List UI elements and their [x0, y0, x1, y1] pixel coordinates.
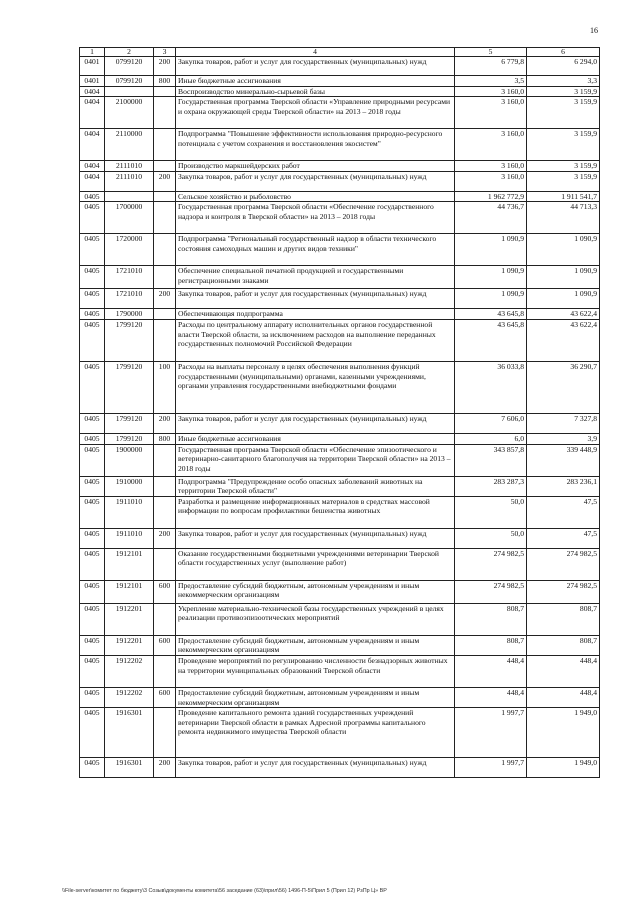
target-code-cell: 1721010	[105, 266, 154, 289]
amount-planned-cell: 274 982,5	[455, 548, 527, 580]
header-cell: 2	[105, 48, 154, 57]
header-cell: 5	[455, 48, 527, 57]
table-row	[80, 708, 600, 758]
expense-type-cell	[154, 86, 176, 97]
target-code-cell: 1799120	[105, 361, 154, 413]
expense-type-cell: 200	[154, 289, 176, 309]
target-code-cell: 1799120	[105, 433, 154, 444]
expense-type-cell	[154, 97, 176, 129]
description-cell: Иные бюджетные ассигнования	[176, 433, 455, 444]
razdel-cell: 0405	[80, 655, 105, 687]
expense-type-cell: 100	[154, 361, 176, 413]
amount-planned-cell: 1 090,9	[455, 266, 527, 289]
target-code-cell: 0799120	[105, 76, 154, 87]
header-cell: 3	[154, 48, 176, 57]
description-cell: Закупка товаров, работ и услуг для государственных (муниципальных) нужд	[176, 57, 455, 76]
amount-actual-cell: 3 159,9	[527, 161, 600, 172]
amount-actual-cell: 47,5	[527, 496, 600, 528]
table-row	[80, 309, 600, 320]
amount-planned-cell: 1 962 772,9	[455, 191, 527, 202]
amount-actual-cell: 274 982,5	[527, 548, 600, 580]
table-row	[80, 57, 600, 76]
razdel-cell: 0405	[80, 758, 105, 778]
description-cell: Проведение мероприятий по регулированию численности безнадзорных животных на территории муниципальных образований Тверской области	[176, 655, 455, 687]
target-code-cell: 1721010	[105, 289, 154, 309]
expense-type-cell: 600	[154, 580, 176, 603]
expense-type-cell	[154, 129, 176, 161]
amount-actual-cell: 1 911 541,7	[527, 191, 600, 202]
expense-type-cell	[154, 548, 176, 580]
description-cell: Подпрограмма "Региональный государственный надзор в области технического состояния самоходных машин и других видов техники"	[176, 234, 455, 266]
target-code-cell: 1799120	[105, 413, 154, 433]
target-code-cell: 1912201	[105, 603, 154, 635]
table-row	[80, 234, 600, 266]
razdel-cell: 0404	[80, 171, 105, 191]
amount-actual-cell: 43 622,4	[527, 319, 600, 361]
razdel-cell: 0405	[80, 319, 105, 361]
table-row	[80, 635, 600, 655]
amount-actual-cell: 3 159,9	[527, 171, 600, 191]
target-code-cell: 1912101	[105, 580, 154, 603]
amount-planned-cell: 43 645,8	[455, 319, 527, 361]
description-cell: Подпрограмма "Предупреждение особо опасных заболеваний животных на территории Тверской области"	[176, 476, 455, 496]
razdel-cell: 0405	[80, 289, 105, 309]
description-cell: Закупка товаров, работ и услуг для государственных (муниципальных) нужд	[176, 528, 455, 548]
amount-actual-cell: 808,7	[527, 603, 600, 635]
amount-actual-cell: 274 982,5	[527, 580, 600, 603]
amount-actual-cell: 808,7	[527, 635, 600, 655]
description-cell: Оказание государственными бюджетными учреждениями ветеринарии Тверской области государственных услуг (выполнение работ)	[176, 548, 455, 580]
target-code-cell: 2111010	[105, 171, 154, 191]
table-row	[80, 171, 600, 191]
razdel-cell: 0405	[80, 444, 105, 476]
razdel-cell: 0405	[80, 476, 105, 496]
amount-planned-cell: 1 997,7	[455, 708, 527, 758]
amount-planned-cell: 448,4	[455, 655, 527, 687]
target-code-cell: 1900000	[105, 444, 154, 476]
amount-planned-cell: 3 160,0	[455, 129, 527, 161]
amount-planned-cell: 44 736,7	[455, 202, 527, 234]
description-cell: Подпрограмма "Повышение эффективности использования природно-ресурсного потенциала с учетом сохранения и восстановления экосистем"	[176, 129, 455, 161]
amount-actual-cell: 448,4	[527, 655, 600, 687]
description-cell: Обеспечение специальной печатной продукцией и государственными регистрационными знаками	[176, 266, 455, 289]
target-code-cell: 1916301	[105, 758, 154, 778]
expense-type-cell	[154, 266, 176, 289]
expense-type-cell	[154, 234, 176, 266]
amount-planned-cell: 50,0	[455, 528, 527, 548]
expense-type-cell	[154, 161, 176, 172]
expense-type-cell	[154, 476, 176, 496]
target-code-cell: 1912101	[105, 548, 154, 580]
razdel-cell: 0405	[80, 309, 105, 320]
amount-actual-cell: 3 159,9	[527, 129, 600, 161]
razdel-cell: 0405	[80, 528, 105, 548]
table-row	[80, 476, 600, 496]
description-cell: Воспроизводство минерально-сырьевой базы	[176, 86, 455, 97]
table-row	[80, 413, 600, 433]
amount-planned-cell: 1 090,9	[455, 234, 527, 266]
description-cell: Укрепление материально-технической базы государственных учреждений в целях реализации противоэпизоотических мероприятий	[176, 603, 455, 635]
table-row	[80, 603, 600, 635]
target-code-cell: 2100000	[105, 97, 154, 129]
razdel-cell: 0405	[80, 687, 105, 707]
description-cell: Закупка товаров, работ и услуг для государственных (муниципальных) нужд	[176, 289, 455, 309]
description-cell: Государственная программа Тверской области «Обеспечение эпизоотического и ветеринарно-санитарного благополучия на территории Тверской области» на 2013 – 2018 годы	[176, 444, 455, 476]
table-row	[80, 528, 600, 548]
amount-actual-cell: 3,9	[527, 433, 600, 444]
table-row	[80, 266, 600, 289]
razdel-cell: 0401	[80, 76, 105, 87]
description-cell: Государственная программа Тверской области «Управление природными ресурсами и охрана окружающей среды Тверской области» на 2013 – 2018 годы	[176, 97, 455, 129]
table-row	[80, 289, 600, 309]
description-cell: Предоставление субсидий бюджетным, автономным учреждениям и иным некоммерческим организациям	[176, 687, 455, 707]
amount-actual-cell: 47,5	[527, 528, 600, 548]
amount-actual-cell: 1 949,0	[527, 758, 600, 778]
target-code-cell: 1912202	[105, 655, 154, 687]
description-cell: Предоставление субсидий бюджетным, автономным учреждениям и иным некоммерческим организациям	[176, 580, 455, 603]
razdel-cell: 0405	[80, 496, 105, 528]
razdel-cell: 0405	[80, 191, 105, 202]
target-code-cell: 1720000	[105, 234, 154, 266]
description-cell: Проведение капитального ремонта зданий государственных учреждений ветеринарии Тверской области в рамках Адресной программы капитального ремонта недвижимого имущества Тверской области	[176, 708, 455, 758]
razdel-cell: 0401	[80, 57, 105, 76]
amount-planned-cell: 3 160,0	[455, 161, 527, 172]
description-cell: Государственная программа Тверской области «Обеспечение государственного надзора и контроля в Тверской области» на 2013 – 2018 годы	[176, 202, 455, 234]
target-code-cell: 1916301	[105, 708, 154, 758]
razdel-cell: 0405	[80, 413, 105, 433]
razdel-cell: 0405	[80, 202, 105, 234]
amount-planned-cell: 3 160,0	[455, 86, 527, 97]
description-cell: Расходы на выплаты персоналу в целях обеспечения выполнения функций государственными (муниципальными) органами, казенными учреждениями, органами управления государственными внебюджетными фондами	[176, 361, 455, 413]
table-row	[80, 548, 600, 580]
expense-type-cell	[154, 444, 176, 476]
description-cell: Предоставление субсидий бюджетным, автономным учреждениям и иным некоммерческим организациям	[176, 635, 455, 655]
amount-planned-cell: 1 090,9	[455, 289, 527, 309]
description-cell: Расходы по центральному аппарату исполнительных органов государственной власти Тверской области, за исключением расходов на выполнение переданных государственных полномочий Российской Федерации	[176, 319, 455, 361]
header-row	[80, 48, 600, 57]
table-row	[80, 76, 600, 87]
amount-planned-cell: 36 033,8	[455, 361, 527, 413]
table-row	[80, 319, 600, 361]
target-code-cell: 1700000	[105, 202, 154, 234]
amount-actual-cell: 3 159,9	[527, 86, 600, 97]
amount-actual-cell: 1 090,9	[527, 266, 600, 289]
amount-actual-cell: 3 159,9	[527, 97, 600, 129]
amount-planned-cell: 6 779,8	[455, 57, 527, 76]
table-row	[80, 496, 600, 528]
amount-planned-cell: 3 160,0	[455, 97, 527, 129]
table-row	[80, 129, 600, 161]
target-code-cell	[105, 191, 154, 202]
table-row	[80, 97, 600, 129]
target-code-cell: 1910000	[105, 476, 154, 496]
razdel-cell: 0405	[80, 708, 105, 758]
razdel-cell: 0404	[80, 161, 105, 172]
razdel-cell: 0405	[80, 433, 105, 444]
budget-table	[79, 47, 600, 778]
table-row	[80, 161, 600, 172]
page-number: 16	[590, 26, 598, 35]
expense-type-cell	[154, 309, 176, 320]
amount-planned-cell: 3 160,0	[455, 171, 527, 191]
razdel-cell: 0405	[80, 361, 105, 413]
expense-type-cell	[154, 655, 176, 687]
expense-type-cell	[154, 191, 176, 202]
expense-type-cell	[154, 319, 176, 361]
amount-planned-cell: 448,4	[455, 687, 527, 707]
amount-actual-cell: 6 294,0	[527, 57, 600, 76]
description-cell: Обеспечивающая подпрограмма	[176, 309, 455, 320]
amount-planned-cell: 7 606,0	[455, 413, 527, 433]
amount-actual-cell: 36 290,7	[527, 361, 600, 413]
razdel-cell: 0405	[80, 635, 105, 655]
razdel-cell: 0405	[80, 580, 105, 603]
expense-type-cell: 800	[154, 76, 176, 87]
amount-planned-cell: 6,0	[455, 433, 527, 444]
expense-type-cell	[154, 496, 176, 528]
amount-planned-cell: 1 997,7	[455, 758, 527, 778]
expense-type-cell	[154, 603, 176, 635]
table-row	[80, 444, 600, 476]
expense-type-cell: 800	[154, 433, 176, 444]
expense-type-cell: 200	[154, 171, 176, 191]
description-cell: Иные бюджетные ассигнования	[176, 76, 455, 87]
description-cell: Закупка товаров, работ и услуг для государственных (муниципальных) нужд	[176, 171, 455, 191]
amount-actual-cell: 44 713,3	[527, 202, 600, 234]
amount-planned-cell: 3,5	[455, 76, 527, 87]
table-row	[80, 655, 600, 687]
table-row	[80, 361, 600, 413]
amount-planned-cell: 808,7	[455, 635, 527, 655]
razdel-cell: 0405	[80, 603, 105, 635]
header-cell: 6	[527, 48, 600, 57]
amount-planned-cell: 274 982,5	[455, 580, 527, 603]
footer-file-path: \\File-server\комитет по бюджету\3 Созыв\документы комитета\56 заседание (63)\прил\56) 1496-П-5\Прил 5 (Прил 12) РзПр Ц» ВР	[62, 888, 387, 894]
expense-type-cell: 200	[154, 528, 176, 548]
description-cell: Производство маркшейдерских работ	[176, 161, 455, 172]
amount-actual-cell: 283 236,1	[527, 476, 600, 496]
target-code-cell: 2110000	[105, 129, 154, 161]
target-code-cell: 1911010	[105, 496, 154, 528]
amount-actual-cell: 339 448,9	[527, 444, 600, 476]
expense-type-cell: 200	[154, 758, 176, 778]
expense-type-cell: 600	[154, 687, 176, 707]
header-cell: 4	[176, 48, 455, 57]
amount-planned-cell: 50,0	[455, 496, 527, 528]
header-cell: 1	[80, 48, 105, 57]
expense-type-cell: 600	[154, 635, 176, 655]
amount-planned-cell: 283 287,3	[455, 476, 527, 496]
amount-planned-cell: 808,7	[455, 603, 527, 635]
amount-actual-cell: 7 327,8	[527, 413, 600, 433]
razdel-cell: 0404	[80, 97, 105, 129]
amount-actual-cell: 1 090,9	[527, 234, 600, 266]
razdel-cell: 0405	[80, 266, 105, 289]
table-row	[80, 687, 600, 707]
razdel-cell: 0404	[80, 129, 105, 161]
expense-type-cell	[154, 202, 176, 234]
table-row	[80, 202, 600, 234]
target-code-cell: 0799120	[105, 57, 154, 76]
description-cell: Закупка товаров, работ и услуг для государственных (муниципальных) нужд	[176, 758, 455, 778]
amount-actual-cell: 1 090,9	[527, 289, 600, 309]
description-cell: Разработка и размещение информационных материалов в средствах массовой информации по вопросам профилактики бешенства животных	[176, 496, 455, 528]
razdel-cell: 0404	[80, 86, 105, 97]
expense-type-cell: 200	[154, 413, 176, 433]
description-cell: Закупка товаров, работ и услуг для государственных (муниципальных) нужд	[176, 413, 455, 433]
amount-planned-cell: 43 645,8	[455, 309, 527, 320]
amount-actual-cell: 3,3	[527, 76, 600, 87]
target-code-cell: 1912201	[105, 635, 154, 655]
amount-actual-cell: 43 622,4	[527, 309, 600, 320]
target-code-cell	[105, 86, 154, 97]
razdel-cell: 0405	[80, 234, 105, 266]
amount-actual-cell: 1 949,0	[527, 708, 600, 758]
razdel-cell: 0405	[80, 548, 105, 580]
amount-planned-cell: 343 857,8	[455, 444, 527, 476]
table-row	[80, 433, 600, 444]
description-cell: Сельское хозяйство и рыболовство	[176, 191, 455, 202]
expense-type-cell: 200	[154, 57, 176, 76]
target-code-cell: 1912202	[105, 687, 154, 707]
table-row	[80, 191, 600, 202]
table-row	[80, 86, 600, 97]
amount-actual-cell: 448,4	[527, 687, 600, 707]
table-row	[80, 758, 600, 778]
table-row	[80, 580, 600, 603]
expense-type-cell	[154, 708, 176, 758]
target-code-cell: 1790000	[105, 309, 154, 320]
target-code-cell: 2111010	[105, 161, 154, 172]
target-code-cell: 1911010	[105, 528, 154, 548]
target-code-cell: 1799120	[105, 319, 154, 361]
